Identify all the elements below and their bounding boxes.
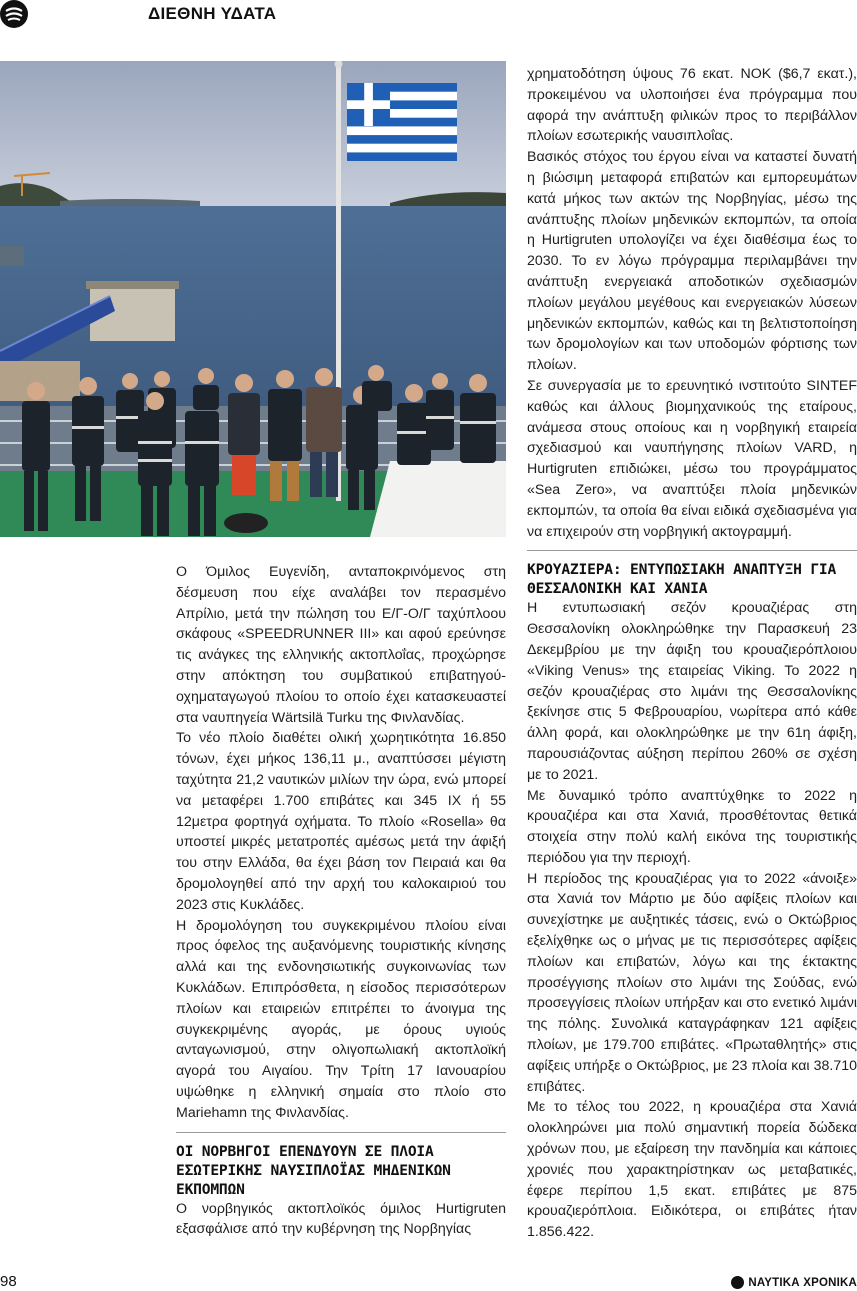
article-paragraph: Το νέο πλοίο διαθέτει ολική χωρητικότητα 16.850 τόνων, έχει μήκος 136,11 μ., αναπτύσσει μέγιστη ταχύτητα 21,2 ναυτικών μιλίων την ώρα, ενώ μπορεί να μεταφέρει 1.700 επιβάτες και 345 ΙΧ ή 55 12μετρα φορτηγά οχήματα. Το πλοίο «Rosella» θα υποστεί μικρές μετατροπές αμέσως μετά την άφιξή του στην Ελλάδα, θα έχει βάση τον Πειραιά και θα δρομολογηθεί από την αρχή του καλοκαιριού του 2023 στις Κυκλάδες.: [176, 730, 506, 913]
section-title: ΔΙΕΘΝΗ ΥΔΑΤΑ: [148, 4, 277, 23]
article-paragraph: Με το τέλος του 2022, η κρουαζιέρα στα Χανιά ολοκληρώνει μια πολύ σημαντική πορεία δώδεκα χρόνων που, με εξαίρεση την πανδημία και κάποιες χρονιές που χαρακτηρίστηκαν ως μεταβατικές, έφερε περίπου 1,5 εκατ. επιβάτες με 875 κρουαζιερόπλοια. Ειδικότερα, οι επιβάτες ήταν 1.856.422.: [527, 1099, 857, 1241]
brand-logo-icon: [731, 1276, 744, 1289]
magazine-logo-icon: [0, 0, 28, 28]
greek-flag-icon: [347, 83, 457, 161]
article-paragraph: Η περίοδος της κρουαζιέρας για το 2022 «άνοιξε» στα Χανιά τον Μάρτιο με δύο αφίξεις πλοίων και συνεχίστηκε με αυξητικές τάσεις, ενώ ο Οκτώβριος εξελίχθηκε ως ο μήνας με τις περισσότερες αφίξεις πλοίων και επιβατών, λόγω και της έκτακτης προσέγγισης πλοίων στο λιμάνι της Σούδας, ενώ προσεγγίσεις πλοίων υπήρξαν και στο ενετικό λιμάνι της πόλης. Συνολικά καταγράφηκαν 121 αφίξεις πλοίων, με 179.700 επιβάτες. «Πρωταθλητής» στις αφίξεις υπήρξε ο Οκτώβριος, με 23 πλοία και 38.710 επιβάτες.: [527, 870, 857, 1095]
left-column: [176, 562, 506, 1240]
brand-name: ΝΑΥΤΙΚΑ ΧΡΟΝΙΚΑ: [748, 1276, 857, 1289]
article-paragraph: Ο νορβηγικός ακτοπλοϊκός όμιλος Hurtigruten εξασφάλισε από την κυβέρνηση της Νορβηγίας: [176, 1200, 506, 1238]
article-paragraph: Η εντυπωσιακή σεζόν κρουαζιέρας στη Θεσσαλονίκη ολοκληρώθηκε την Παρασκευή 23 Δεκεμβρίου με την άφιξη του κρουαζιερόπλοιου «Viking Venus» της εταιρείας Viking. Το 2022 η σεζόν κρουαζιέρας στο λιμάνι της Θεσσαλονίκης ξεκίνησε στις 5 Φεβρουαρίου, νωρίτερα από κάθε άλλη φορά, και ολοκληρώθηκε με την 61η άφιξη, παρουσιάζοντας αύξηση περίπου 260% σε σχέση με το 2021.: [527, 600, 857, 783]
right-column: [527, 64, 857, 1243]
page-number: 98: [0, 1273, 17, 1290]
article-paragraph: χρηματοδότηση ύψους 76 εκατ. NOK ($6,7 εκατ.), προκειμένου να υλοποιήσει ένα πρόγραμμα που αφορά την ανάπτυξη φιλικών προς το περιβάλλον πλοίων εσωτερικής ναυσιπλοΐας.: [527, 66, 857, 145]
photo-illustration: [0, 61, 506, 537]
ship-crew-photo: [0, 61, 506, 537]
article-paragraph: Σε συνεργασία με το ερευνητικό ινστιτούτο SINTEF καθώς και άλλους βιομηχανικούς της εταίρους, ανάμεσα στους οποίους και η νορβηγική εταιρεία σχεδιασμού και ναυπήγησης πλοίων VARD, η Hurtigruten επιδιώκει, μέσω του προγράμματος «Sea Zero», να αναπτύξει πλοία μηδενικών εκπομπών, τα οποία θα είναι ειδικά σχεδιασμένα για να επιχειρούν στη νορβηγική ακτογραμμή.: [527, 377, 857, 540]
article-headline-norway: ΟΙ ΝΟΡΒΗΓΟΙ ΕΠΕΝΔΥΟΥΝ ΣΕ ΠΛΟΙΑ ΕΣΩΤΕΡΙΚΗΣ ΝΑΥΣΙΠΛΟΪΑΣ ΜΗΔΕΝΙΚΩΝ ΕΚΠΟΜΠΩΝ: [176, 1132, 506, 1199]
article-paragraph: Με δυναμικό τρόπο αναπτύχθηκε το 2022 η κρουαζιέρα και στα Χανιά, προσθέτοντας θετικά στοιχεία στην πολύ καλή εικόνα της τουριστικής περιόδου για την περιοχή.: [527, 787, 857, 866]
article-paragraph: Ο Όμιλος Ευγενίδη, ανταποκρινόμενος στη δέσμευση που είχε αναλάβει τον περασμένο Απρίλιο, μετά την πώληση του Ε/Γ-Ο/Γ ταχύπλοου σκάφους «SPEEDRUNNER III» και αφού ερεύνησε τις ανάγκες της ελληνικής ακτοπλοΐας, προχώρησε στην απόκτηση του συμβατικού επιβατηγού-οχηματαγωγού πλοίου το οποίο έχει κατασκευαστεί στα ναυπηγεία Wärtsilä Turku της Φινλανδίας.: [176, 564, 506, 726]
article-paragraph: Η δρομολόγηση του συγκεκριμένου πλοίου είναι προς όφελος της αυξανόμενης τουριστικής κίνησης αλλά και της ενδονησιωτικής συγκοινωνίας των Κυκλάδων. Επιπρόσθετα, η είσοδος περισσότερων πλοίων και εταιρειών επιτρέπει το άνοιγμα της συγκεκριμένης αγοράς, με όρους υγιούς ανταγωνισμού, στην ολιγοπωλιακή ακτοπλοϊκή αγορά του Αιγαίου. Την Τρίτη 17 Ιανουαρίου υψώθηκε η ελληνική σημαία στο πλοίο στο Mariehamn της Φινλανδίας.: [176, 917, 506, 1121]
article-paragraph: Βασικός στόχος του έργου είναι να καταστεί δυνατή η βιώσιμη μεταφορά επιβατών και εμπορευμάτων κατά μήκος των ακτών της Νορβηγίας, μέσω της ανάπτυξης πλοίων μηδενικών εκπομπών, τα οποία η Hurtigruten υπολογίζει να έχει διαθέσιμα έως το 2030. Το εν λόγω πρόγραμμα περιλαμβάνει την ανάπτυξη ενεργειακά αποδοτικών σχεδιασμών πλοίων μεγάλου μεγέθους και ενεργειακών λύσεων μηδενικών εκπομπών, καθώς και τη βελτιστοποίηση των δρομολογίων και των υποδομών φόρτισης των πλοίων.: [527, 149, 857, 374]
footer-brand: [731, 1276, 857, 1289]
article-headline-cruise: ΚΡΟΥΑΖΙΕΡΑ: ΕΝΤΥΠΩΣΙΑΚΗ ΑΝΑΠΤΥΞΗ ΓΙΑ ΘΕΣΣΑΛΟΝΙΚΗ ΚΑΙ ΧΑΝΙΑ: [527, 550, 857, 598]
